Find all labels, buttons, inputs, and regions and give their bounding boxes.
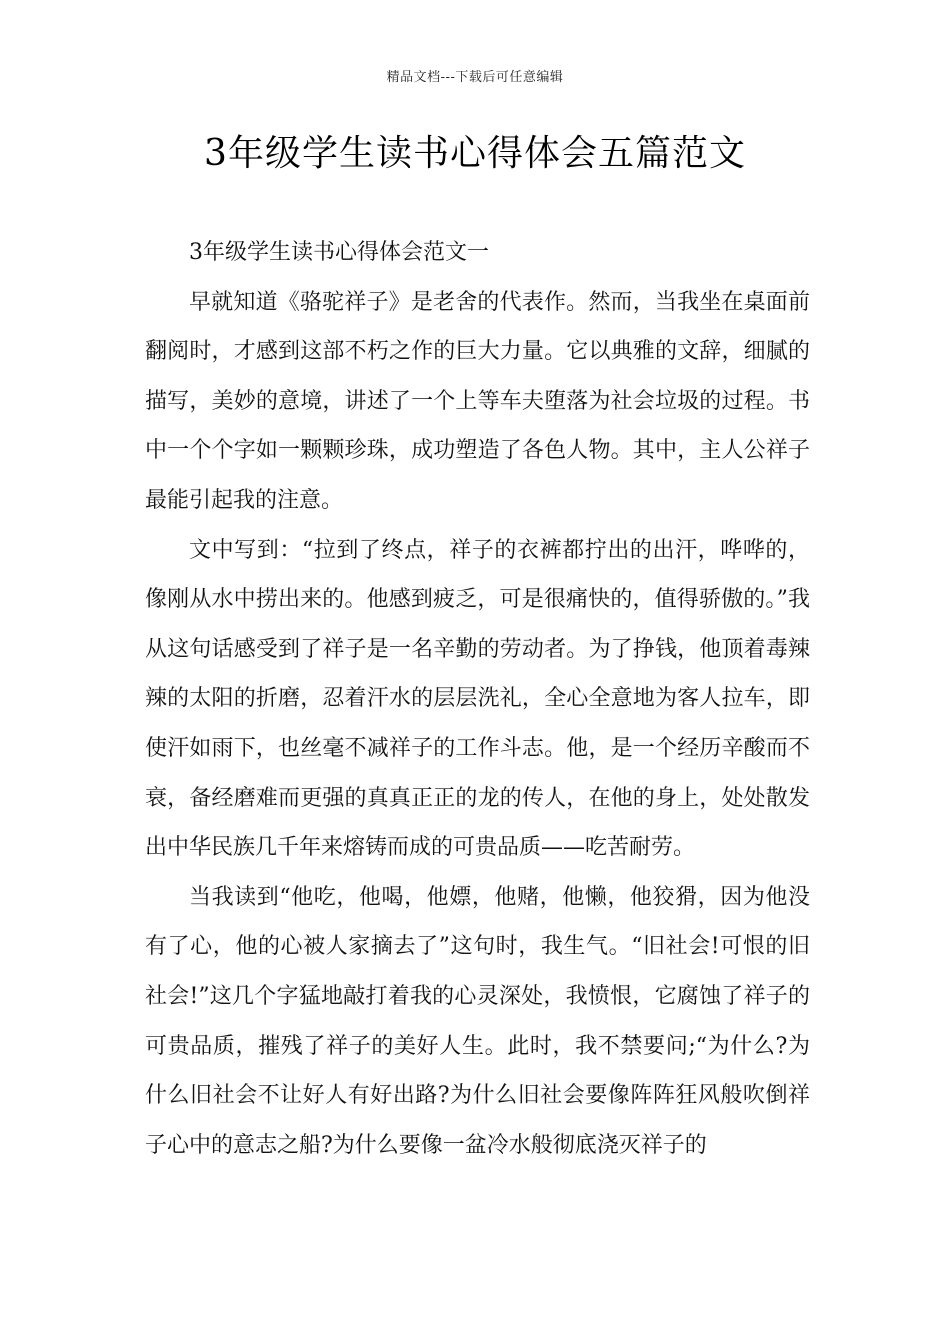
header-note: 精品文档---下载后可任意编辑 — [386, 70, 564, 85]
paragraph-2: 文中写到：“拉到了终点，祥子的衣裤都拧出的出汗，哗哗的，像刚从水中捞出来的。他感到疲乏，可是很痛快的，值得骄傲的。”我从这句话感受到了祥子是一名辛勤的劳动者。为了挣钱，他顶着毒辣辣的太阳的折磨，忍着汗水的层层洗礼，全心全意地为客人拉车，即使汗如雨下，也丝毫不减祥子的工作斗志。他，是一个经历辛酸而不衰，备经磨难而更强的真真正正的龙的传人，在他的身上，处处散发出中华民族几千年来熔铸而成的可贵品质——吃苦耐劳。 — [145, 537, 810, 861]
document-title: 3年级学生读书心得体会五篇范文 — [204, 133, 746, 174]
paragraph-3: 当我读到“他吃，他喝，他嫖，他赌，他懒，他狡猾，因为他没有了心，他的心被人家摘去了”这句时，我生气。“旧社会!可恨的旧社会!”这几个字猛地敲打着我的心灵深处，我愤恨，它腐蚀了祥子的可贵品质，摧残了祥子的美好人生。此时，我不禁要问;“为什么?为什么旧社会不让好人有好出路?为什么旧社会要像阵阵狂风般吹倒祥子心中的意志之船?为什么要像一盆冷水般彻底浇灭祥子的 — [145, 884, 810, 1158]
paragraph-1: 早就知道《骆驼祥子》是老舍的代表作。然而，当我坐在桌面前翻阅时，才感到这部不朽之作的巨大力量。它以典雅的文辞，细腻的描写，美妙的意境，讲述了一个上等车夫堕落为社会垃圾的过程。书中一个个字如一颗颗珍珠，成功塑造了各色人物。其中，主人公祥子最能引起我的注意。 — [145, 289, 810, 513]
section-heading: 3年级学生读书心得体会范文一 — [189, 240, 489, 265]
document-body — [145, 228, 810, 1170]
